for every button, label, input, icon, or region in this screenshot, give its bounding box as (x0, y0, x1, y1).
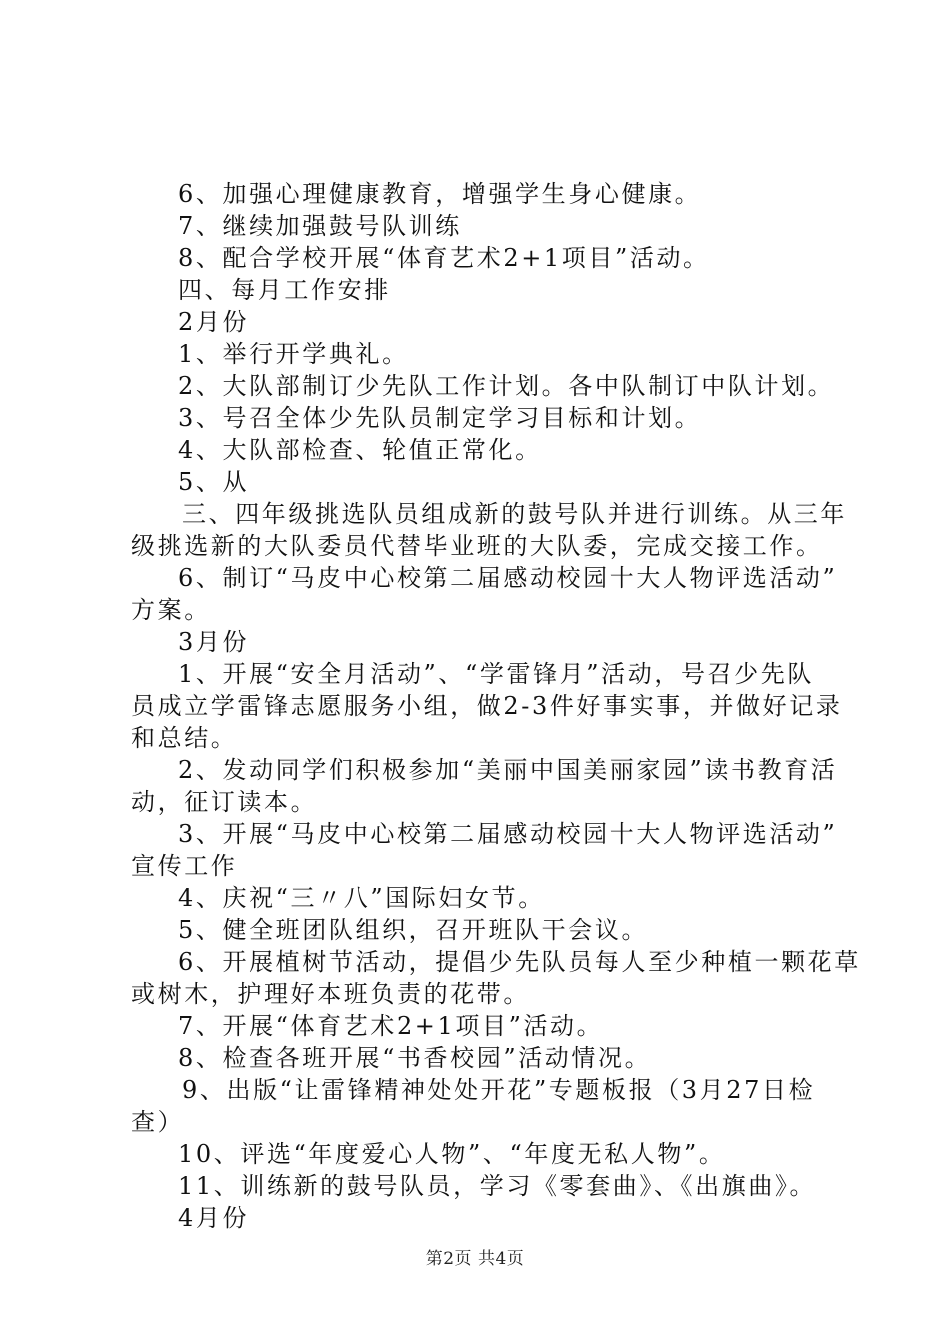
text-line: 11、训练新的鼓号队员，学习《零套曲》、《出旗曲》。 (178, 1172, 817, 1200)
text-line: 宣传工作 (131, 852, 238, 880)
month-heading: 3月份 (178, 628, 250, 656)
text-line: 8、检查各班开展“书香校园”活动情况。 (178, 1044, 652, 1072)
text-line: 3、开展“马皮中心校第二届感动校园十大人物评选活动” (178, 820, 838, 848)
text-line: 三、四年级挑选队员组成新的鼓号队并进行训练。从三年 (182, 500, 847, 528)
text-line: 4、大队部检查、轮值正常化。 (178, 436, 542, 464)
text-line: 动，征订读本。 (131, 788, 318, 816)
month-heading: 2月份 (178, 308, 250, 336)
text-line: 级挑选新的大队委员代替毕业班的大队委，完成交接工作。 (131, 532, 823, 560)
section-heading: 四、每月工作安排 (178, 276, 391, 304)
text-line: 6、加强心理健康教育，增强学生身心健康。 (178, 180, 702, 208)
text-line: 10、评选“年度爱心人物”、“年度无私人物”。 (178, 1140, 726, 1168)
text-line: 4、庆祝“三〃八”国际妇女节。 (178, 884, 545, 912)
text-line: 查） (131, 1108, 185, 1136)
text-line: 1、举行开学典礼。 (178, 340, 409, 368)
text-line: 或树木，护理好本班负责的花带。 (131, 980, 530, 1008)
text-line: 7、继续加强鼓号队训练 (178, 212, 462, 240)
month-heading: 4月份 (178, 1204, 250, 1232)
text-line: 9、出版“让雷锋精神处处开花”专题板报（3月27日检 (182, 1076, 816, 1104)
text-line: 方案。 (131, 596, 211, 624)
text-line: 6、开展植树节活动，提倡少先队员每人至少种植一颗花草 (178, 948, 861, 976)
text-line: 8、配合学校开展“体育艺术2+1项目”活动。 (178, 244, 710, 272)
text-line: 和总结。 (131, 724, 238, 752)
text-line: 5、从 (178, 468, 250, 496)
text-line: 3、号召全体少先队员制定学习目标和计划。 (178, 404, 702, 432)
text-line: 2、发动同学们积极参加“美丽中国美丽家园”读书教育活 (178, 756, 838, 784)
page-footer: 第2页 共4页 (425, 1249, 525, 1269)
text-line: 6、制订“马皮中心校第二届感动校园十大人物评选活动” (178, 564, 838, 592)
text-line: 7、开展“体育艺术2+1项目”活动。 (178, 1012, 604, 1040)
text-line: 1、开展“安全月活动”、“学雷锋月”活动，号召少先队 (178, 660, 814, 688)
text-line: 员成立学雷锋志愿服务小组，做2-3件好事实事，并做好记录 (131, 692, 843, 720)
text-line: 5、健全班团队组织，召开班队干会议。 (178, 916, 649, 944)
text-line: 2、大队部制订少先队工作计划。各中队制订中队计划。 (178, 372, 835, 400)
